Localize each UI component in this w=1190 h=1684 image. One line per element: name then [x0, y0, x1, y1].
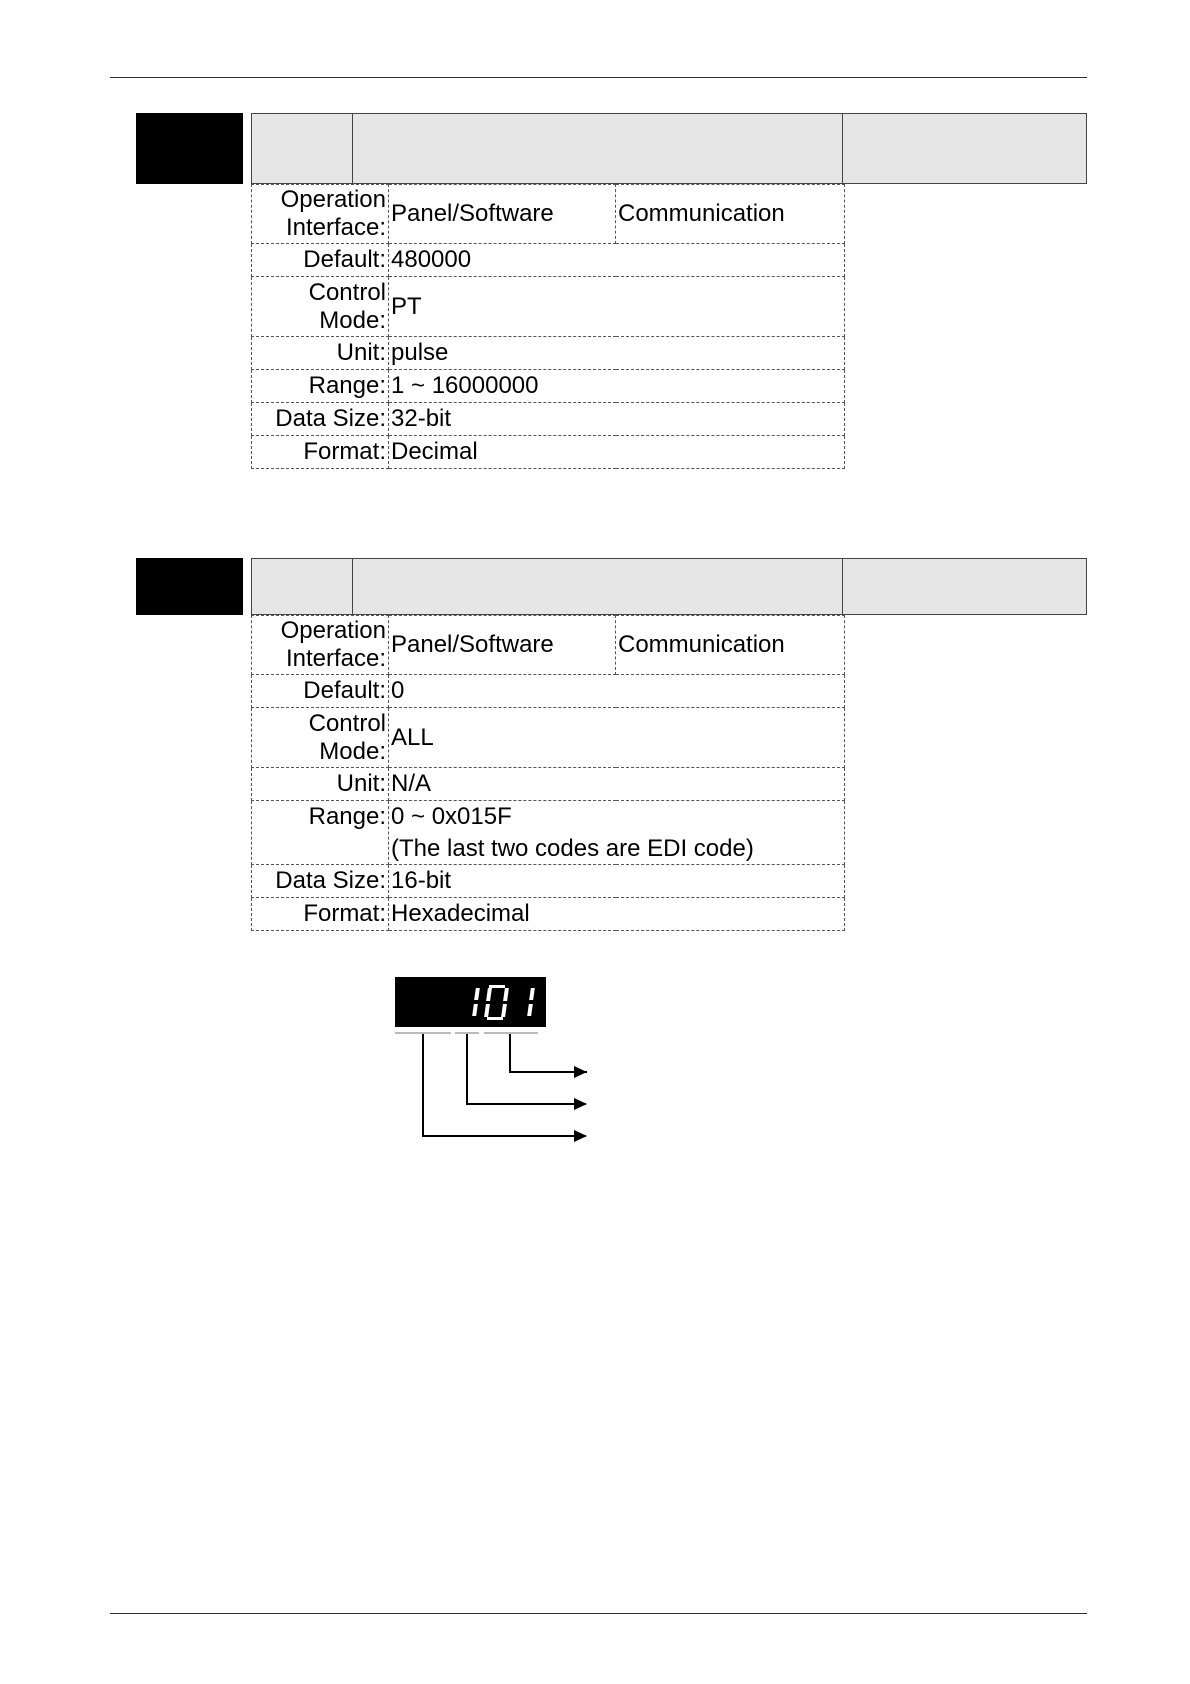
row-range	[252, 370, 845, 403]
format-value: Hexadecimal	[389, 898, 845, 931]
interface-comm: Communication	[616, 185, 845, 244]
arrow-right-icon	[574, 1098, 587, 1110]
range-label: Range:	[252, 801, 389, 865]
unit-label: Unit:	[252, 337, 389, 370]
segment	[474, 988, 480, 1000]
data-size-label: Data Size:	[252, 403, 389, 436]
segment	[501, 1004, 507, 1017]
pointer-line	[422, 1034, 424, 1137]
row-control-mode	[252, 277, 845, 337]
param-header	[251, 558, 1087, 615]
row-control-mode	[252, 708, 845, 768]
arrow-right-icon	[574, 1066, 587, 1078]
segment	[472, 1004, 478, 1016]
row-data-size	[252, 403, 845, 436]
range-label: Range:	[252, 370, 389, 403]
row-unit	[252, 768, 845, 801]
param-header	[251, 113, 1087, 184]
param-code-tab	[136, 113, 243, 184]
control-mode-value: ALL	[389, 708, 845, 768]
row-default	[252, 675, 845, 708]
data-size-value: 32-bit	[389, 403, 845, 436]
interface-label: Operation Interface:	[252, 616, 389, 675]
segment	[486, 988, 492, 1001]
row-default	[252, 244, 845, 277]
pointer-line	[466, 1034, 468, 1105]
row-unit	[252, 337, 845, 370]
param-header-name-cell	[352, 114, 843, 183]
unit-label: Unit:	[252, 768, 389, 801]
format-label: Format:	[252, 898, 389, 931]
interface-comm: Communication	[616, 616, 845, 675]
segment	[529, 988, 535, 1000]
control-mode-label: Control Mode:	[252, 708, 389, 768]
row-format	[252, 436, 845, 469]
top-rule	[110, 77, 1087, 78]
digit-group-underline	[484, 1032, 538, 1034]
row-interface	[252, 185, 845, 244]
param-header-name-cell	[352, 559, 843, 614]
seven-segment-display	[395, 977, 546, 1027]
segment	[503, 988, 509, 1001]
segment	[484, 1004, 490, 1017]
default-label: Default:	[252, 675, 389, 708]
default-value: 0	[389, 675, 845, 708]
control-mode-value: PT	[389, 277, 845, 337]
param-header-code-cell	[252, 114, 353, 183]
bottom-rule	[110, 1613, 1087, 1614]
row-data-size	[252, 865, 845, 898]
unit-value: N/A	[389, 768, 845, 801]
param-code-tab	[136, 558, 243, 615]
interface-panel: Panel/Software	[389, 616, 616, 675]
range-value: 0 ~ 0x015F (The last two codes are EDI code)	[389, 801, 845, 865]
format-label: Format:	[252, 436, 389, 469]
data-size-value: 16-bit	[389, 865, 845, 898]
param-header-code-cell	[252, 559, 353, 614]
default-label: Default:	[252, 244, 389, 277]
data-size-label: Data Size:	[252, 865, 389, 898]
control-mode-label: Control Mode:	[252, 277, 389, 337]
row-format	[252, 898, 845, 931]
row-range	[252, 801, 845, 865]
unit-value: pulse	[389, 337, 845, 370]
arrow-right-icon	[574, 1130, 587, 1142]
param-table-2	[251, 615, 845, 931]
pointer-line	[509, 1034, 511, 1072]
interface-panel: Panel/Software	[389, 185, 616, 244]
interface-label: Operation Interface:	[252, 185, 389, 244]
row-interface	[252, 616, 845, 675]
param-table-1	[251, 184, 845, 469]
format-value: Decimal	[389, 436, 845, 469]
pointer-line	[466, 1103, 586, 1105]
range-value: 1 ~ 16000000	[389, 370, 845, 403]
segment	[527, 1004, 533, 1016]
pointer-line	[422, 1135, 586, 1137]
segment	[487, 1017, 503, 1020]
default-value: 480000	[389, 244, 845, 277]
